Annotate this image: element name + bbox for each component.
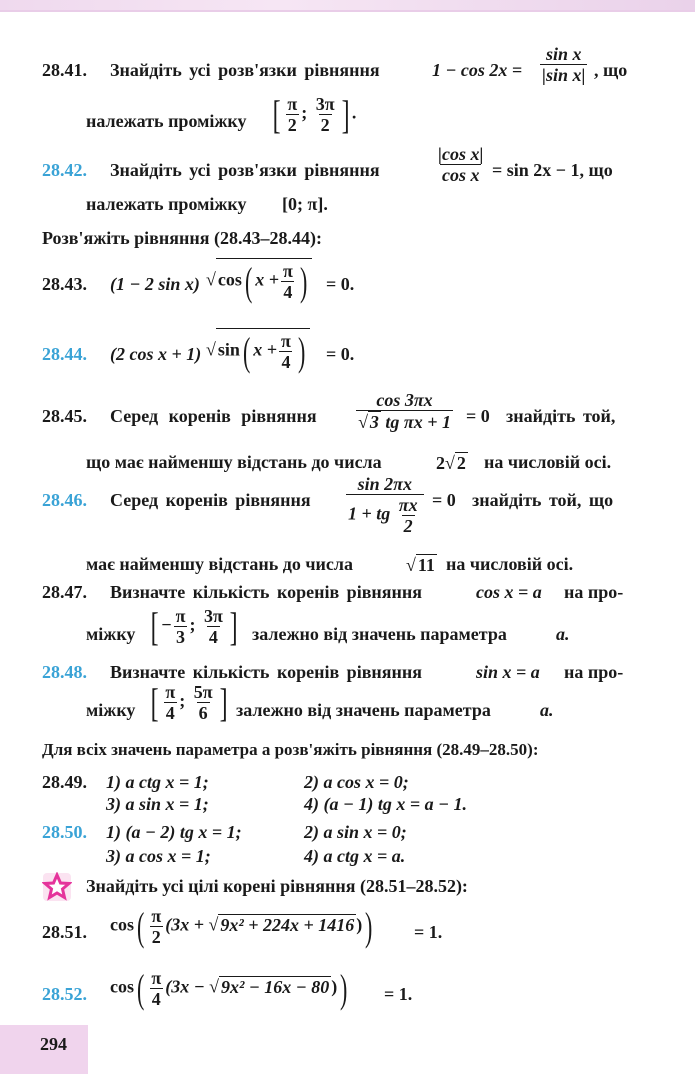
problem-text: Знайдіть усі розв'язки рівняння — [110, 160, 380, 180]
eq: = 0 — [432, 490, 456, 510]
problem-number: 28.46. — [42, 490, 87, 510]
problem-number: 28.51. — [42, 922, 87, 942]
text-end: залежно від значень параметра — [252, 624, 507, 644]
item-4: 4) (a − 1) tg x = a − 1. — [304, 794, 468, 814]
problem-number: 28.48. — [42, 662, 87, 682]
problem-number: 28.41. — [42, 60, 87, 80]
interval: [ $\frac{\pi}{4}$ ; $\frac{5\pi}{6}$ ] — [150, 679, 228, 725]
radical: √ cos( x + $\frac{\pi}{4}$ ) — [206, 258, 312, 302]
value: √ 11 — [406, 555, 435, 575]
problem-number: 28.49. — [42, 772, 87, 792]
item-2: 2) a sin x = 0; — [304, 822, 407, 842]
tail: знайдіть той, що — [472, 490, 614, 510]
problem-text: Серед коренів рівняння — [110, 490, 311, 510]
problem-number: 28.44. — [42, 344, 87, 364]
top-decorative-band — [0, 0, 695, 12]
eq: = 1. — [414, 922, 443, 942]
item-2: 2) a cos x = 0; — [304, 772, 409, 792]
fraction: $\frac{\text{|cos x|}}{\text{cos x}}$ — [438, 144, 484, 185]
item-1: 1) (a − 2) tg x = 1; — [106, 822, 242, 842]
equation: sin x = a — [476, 662, 540, 682]
param: a. — [556, 624, 570, 644]
text: належать проміжку — [86, 194, 247, 214]
tail: на про- — [564, 582, 624, 602]
equation-left: 1 − cos 2x = — [432, 60, 523, 80]
header-text: Для всіх значень параметра a розв'яжіть рівняння (28.49–28.50): — [42, 740, 539, 759]
problem-number: 28.45. — [42, 406, 87, 426]
expression: cos( $\frac{\pi}{4}$ (3x − √ 9x² − 16x − 80 )) — [110, 965, 348, 1011]
tail: на про- — [564, 662, 624, 682]
eq: = 0. — [326, 344, 355, 364]
text-end: залежно від значень параметра — [236, 700, 491, 720]
expr: (2 cos x + 1) — [110, 344, 202, 364]
star-icon — [42, 872, 72, 902]
problem-number: 28.43. — [42, 274, 87, 294]
text: міжку — [86, 700, 136, 720]
tail: , що — [594, 60, 628, 80]
problem-text: Визначте кількість коренів рівняння — [110, 662, 423, 682]
text-end: на числовій осі. — [446, 554, 574, 574]
problem-number: 28.52. — [42, 984, 87, 1004]
interval: [ $\frac{\pi}{2}$ ; $\frac{3\pi}{2}$ ] . — [272, 91, 357, 137]
problem-text: Визначте кількість коренів рівняння — [110, 582, 423, 602]
problem-number: 28.47. — [42, 582, 87, 602]
item-3: 3) a cos x = 1; — [106, 846, 211, 866]
expr: (1 − 2 sin x) — [110, 274, 200, 294]
fraction: $\frac{\cos 3\pi x}{\text{√ 3 tg πx + 1}}$ — [358, 390, 451, 432]
fraction: sin 2πx 1 + tg $\frac{\pi x}{2}$ — [344, 474, 426, 536]
problem-number: 28.50. — [42, 822, 87, 842]
problem-text: Знайдіть усі розв'язки рівняння — [110, 60, 380, 80]
text: належать проміжку — [86, 111, 247, 131]
equation: cos x = a — [476, 582, 542, 602]
eq: = 1. — [384, 984, 413, 1004]
param: a. — [540, 700, 554, 720]
item-4: 4) a ctg x = a. — [304, 846, 406, 866]
radical: √ sin( x + $\frac{\pi}{4}$ ) — [206, 328, 310, 372]
text: має найменшу відстань до числа — [86, 554, 353, 574]
problem-number: 28.42. — [42, 160, 87, 180]
item-3: 3) a sin x = 1; — [106, 794, 209, 814]
text-end: на числовій осі. — [484, 452, 612, 472]
header-text: Розв'яжіть рівняння (28.43–28.44): — [42, 228, 322, 248]
problem-text: Серед коренів рівняння — [110, 406, 317, 426]
interval: [0; π]. — [282, 194, 328, 214]
fraction: $\frac{\text{sin x}}{\text{|sin x|}}$ — [542, 44, 586, 85]
text: міжку — [86, 624, 136, 644]
expression: cos( $\frac{\pi}{2}$ (3x + √ 9x² + 224x + 1416 )) — [110, 903, 373, 949]
value: 2√ 2 — [436, 453, 466, 473]
text: що має найменшу відстань до числа — [86, 452, 382, 472]
eq: = 0 — [466, 406, 490, 426]
page-number: 294 — [40, 1034, 67, 1054]
equation-right: = sin 2x − 1, що — [492, 160, 613, 180]
tail: знайдіть той, — [506, 406, 616, 426]
interval: [ − $\frac{\pi}{3}$ ; $\frac{3\pi}{4}$ ] — [150, 603, 238, 649]
item-1: 1) a ctg x = 1; — [106, 772, 209, 792]
eq: = 0. — [326, 274, 355, 294]
header-text: Знайдіть усі цілі корені рівняння (28.51–28.52): — [86, 876, 468, 896]
